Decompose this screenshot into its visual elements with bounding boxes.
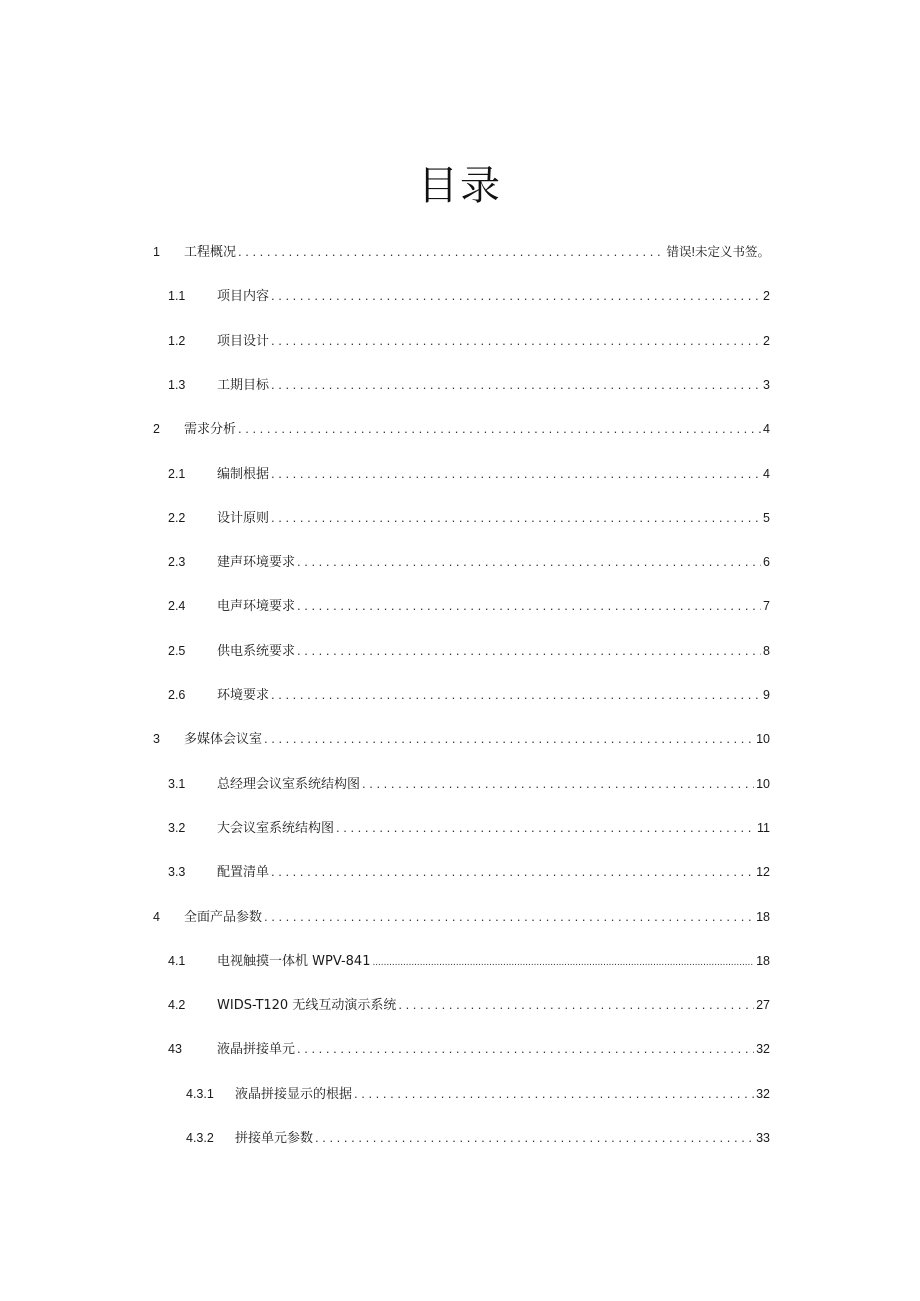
toc-entry-label: 液晶拼接显示的根据 <box>235 1087 353 1102</box>
toc-entry-label: 项目设计 <box>217 334 270 349</box>
toc-entry[interactable] <box>0 330 920 352</box>
toc-entry-page: 10 <box>756 777 770 791</box>
toc-dot-leader <box>297 640 761 662</box>
toc-entry-number: 2.5 <box>168 644 186 658</box>
toc-dot-leader <box>354 1083 754 1105</box>
toc-entry-page: 7 <box>763 599 770 613</box>
toc-entry-label: 需求分析 <box>184 422 237 437</box>
toc-entry-number: 1 <box>153 245 160 259</box>
toc-entry-label: 建声环境要求 <box>217 555 296 570</box>
toc-entry-page: 4 <box>763 467 770 481</box>
toc-entry-page: 9 <box>763 688 770 702</box>
toc-dot-leader <box>264 728 754 750</box>
toc-dot-leader <box>271 374 761 396</box>
toc-entry-number: 4.3.2 <box>186 1131 214 1145</box>
toc-entry-label: 总经理会议室系统结构图 <box>217 777 361 792</box>
toc-entry-number: 4 <box>153 910 160 924</box>
toc-entry-label: 设计原则 <box>217 511 270 526</box>
toc-entry[interactable] <box>0 507 920 529</box>
toc-entry-page: 18 <box>756 910 770 924</box>
toc-entry-page: 18 <box>756 954 770 968</box>
toc-entry[interactable] <box>0 1038 920 1060</box>
toc-entry-label: 工程概况 <box>184 245 237 260</box>
toc-entry-number: 4.2 <box>168 998 186 1012</box>
toc-dot-leader <box>271 463 761 485</box>
toc-entry[interactable] <box>0 1083 920 1105</box>
toc-entry-label: 工期目标 <box>217 378 270 393</box>
toc-entry-label: 液晶拼接单元 <box>217 1042 296 1057</box>
toc-entry-page: 11 <box>757 821 770 835</box>
toc-entry[interactable] <box>0 551 920 573</box>
toc-entry-number: 4.3.1 <box>186 1087 214 1101</box>
toc-entry-number: 2.6 <box>168 688 186 702</box>
toc-entry-label: 编制根据 <box>217 467 270 482</box>
toc-entry[interactable] <box>0 994 920 1016</box>
toc-entry-label: 供电系统要求 <box>217 644 296 659</box>
toc-dot-leader <box>271 285 761 307</box>
toc-dot-leader <box>315 1127 754 1149</box>
toc-entry-page: 错误!未定义书签。 <box>666 245 770 259</box>
toc-entry-number: 43 <box>168 1042 182 1056</box>
toc-entry[interactable] <box>0 640 920 662</box>
toc-entry-label: 环境要求 <box>217 688 270 703</box>
toc-entry-number: 2.3 <box>168 555 186 569</box>
toc-entry-page: 33 <box>756 1131 770 1145</box>
toc-dot-leader <box>398 994 754 1016</box>
toc-entry-page: 3 <box>763 378 770 392</box>
toc-entry-number: 2.2 <box>168 511 186 525</box>
toc-entry-page: 32 <box>756 1087 770 1101</box>
toc-entry-number: 4.1 <box>168 954 186 968</box>
toc-entry[interactable] <box>0 817 920 839</box>
toc-entry[interactable] <box>0 285 920 307</box>
toc-entry-page: 4 <box>763 422 770 436</box>
toc-entry-number: 1.3 <box>168 378 186 392</box>
toc-entry-number: 2 <box>153 422 160 436</box>
toc-entry-number: 1.2 <box>168 334 186 348</box>
toc-dot-leader <box>362 773 754 795</box>
toc-entry-number: 1.1 <box>168 289 186 303</box>
toc-entry-label: 配置清单 <box>217 865 270 880</box>
toc-dot-leader <box>297 551 761 573</box>
toc-entry-page: 6 <box>763 555 770 569</box>
toc-entry-number: 3.1 <box>168 777 186 791</box>
toc-dot-leader <box>271 861 754 883</box>
toc-dot-leader <box>264 906 754 928</box>
toc-dot-leader <box>297 595 761 617</box>
toc-entry-page: 5 <box>763 511 770 525</box>
toc-entry[interactable] <box>0 773 920 795</box>
toc-dot-leader <box>238 418 761 440</box>
toc-entry-number: 3.3 <box>168 865 186 879</box>
toc-entry-number: 2.1 <box>168 467 186 481</box>
toc-dot-leader <box>297 1038 754 1060</box>
toc-entry[interactable] <box>0 595 920 617</box>
toc-entry[interactable] <box>0 241 920 263</box>
toc-entry-number: 3 <box>153 732 160 746</box>
toc-entry[interactable] <box>0 1127 920 1149</box>
toc-entry-label: 电视触摸一体机 WPV-841 <box>217 954 371 969</box>
toc-entry-page: 2 <box>763 289 770 303</box>
toc-dot-leader <box>372 950 754 974</box>
toc-entry-label: WIDS-T120 无线互动演示系统 <box>217 998 397 1013</box>
toc-entry-label: 项目内容 <box>217 289 270 304</box>
toc-entry-label: 电声环境要求 <box>217 599 296 614</box>
toc-entry-page: 32 <box>756 1042 770 1056</box>
toc-entry-page: 2 <box>763 334 770 348</box>
toc-dot-leader <box>271 330 761 352</box>
toc-entry-page: 27 <box>756 998 770 1012</box>
toc-entry[interactable] <box>0 728 920 750</box>
toc-entry[interactable] <box>0 374 920 396</box>
page-title: 目录 <box>418 163 502 209</box>
toc-entry-page: 12 <box>756 865 770 879</box>
toc-entry-label: 多媒体会议室 <box>184 732 263 747</box>
toc-entry-label: 拼接单元参数 <box>235 1131 314 1146</box>
toc-entry[interactable] <box>0 463 920 485</box>
toc-entry-page: 10 <box>756 732 770 746</box>
toc-dot-leader <box>336 817 755 839</box>
toc-entry[interactable] <box>0 861 920 883</box>
toc-entry-number: 2.4 <box>168 599 186 613</box>
toc-entry[interactable] <box>0 418 920 440</box>
toc-dot-leader <box>271 684 761 706</box>
toc-entry-page: 8 <box>763 644 770 658</box>
toc-dot-leader <box>238 241 665 263</box>
toc-entry-label: 全面产品参数 <box>184 910 263 925</box>
toc-entry-label: 大会议室系统结构图 <box>217 821 335 836</box>
toc-entry[interactable] <box>0 950 920 972</box>
toc-dot-leader <box>271 507 761 529</box>
toc-entry[interactable] <box>0 906 920 928</box>
toc-entry[interactable] <box>0 684 920 706</box>
toc-entry-number: 3.2 <box>168 821 186 835</box>
